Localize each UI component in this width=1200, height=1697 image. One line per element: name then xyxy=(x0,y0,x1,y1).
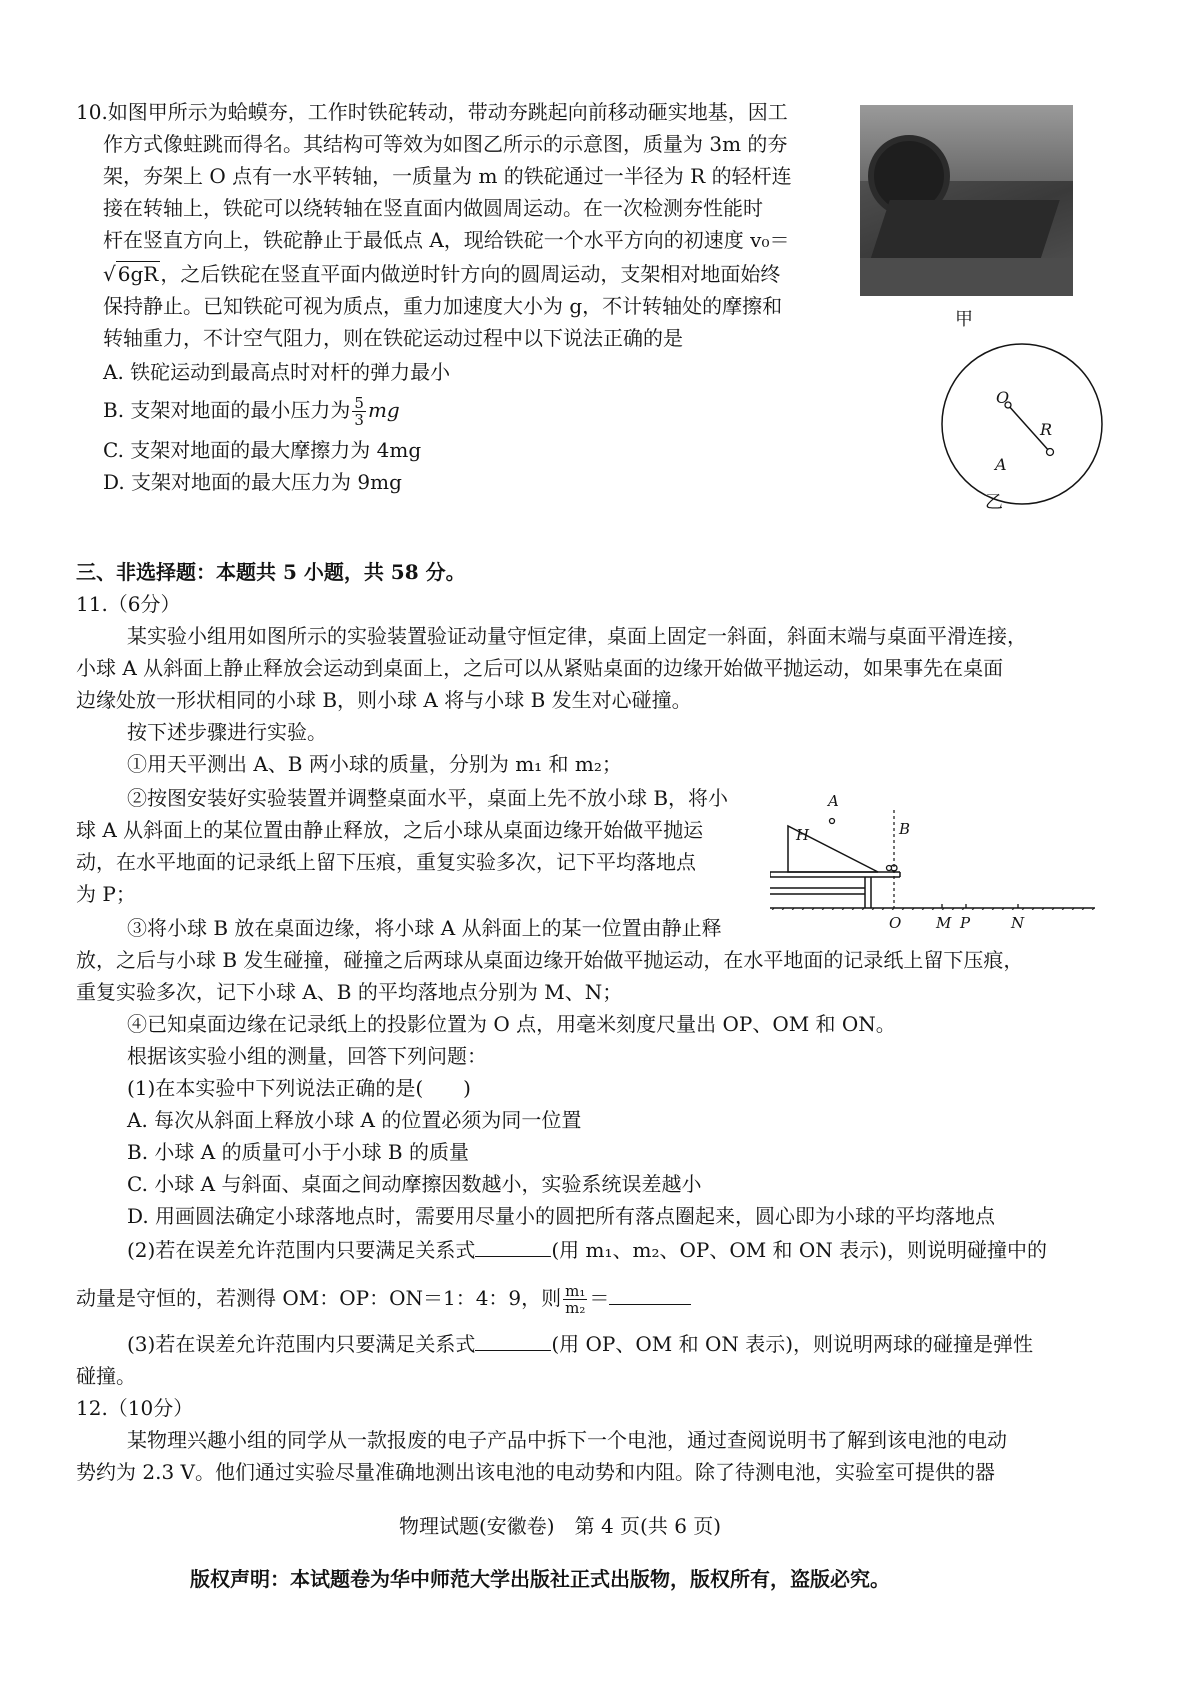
q10-line5: 杆在竖直方向上，铁砣静止于最低点 A，现给铁砣一个水平方向的初速度 v₀＝ xyxy=(103,228,790,252)
q12-p1: 某物理兴趣小组的同学从一款报废的电子产品中拆下一个电池，通过查阅说明书了解到该电池的电动 xyxy=(127,1428,1007,1452)
fig-label-b: B xyxy=(899,820,911,838)
q11-sub3-line1: (3)若在误差允许范围内只要满足关系式 (用 OP、OM 和 ON 表示)，则说明两球的碰撞是弹性 xyxy=(127,1332,1034,1356)
label-a: A xyxy=(995,455,1007,474)
q11-sub1-a: A. 每次从斜面上释放小球 A 的位置必须为同一位置 xyxy=(127,1108,582,1132)
q11-ask: 根据该实验小组的测量，回答下列问题： xyxy=(127,1044,487,1068)
page-footer: 物理试题(安徽卷) 第 4 页(共 6 页) xyxy=(399,1514,722,1538)
fig-label-n: N xyxy=(1011,914,1025,932)
q11-step2d: 为 P； xyxy=(76,882,136,906)
figure-jia-caption: 甲 xyxy=(955,309,973,330)
q11-p2: 小球 A 从斜面上静止释放会运动到桌面上，之后可以从紧贴桌面的边缘开始做平抛运动，如果事先在桌面 xyxy=(76,656,1004,680)
q10-line7: 保持静止。已知铁砣可视为质点，重力加速度大小为 g，不计转轴处的摩擦和 xyxy=(103,294,783,318)
label-o: O xyxy=(996,388,1010,407)
q11-step2a: ②按图安装好实验装置并调整桌面水平，桌面上先不放小球 B，将小 xyxy=(127,786,729,810)
q11-step1: ①用天平测出 A、B 两小球的质量，分别为 m₁ 和 m₂； xyxy=(127,752,622,776)
frog-rammer-photo xyxy=(860,105,1073,296)
q10-line8: 转轴重力，不计空气阻力，则在铁砣运动过程中以下说法正确的是 xyxy=(103,326,683,350)
q10-line4: 接在转轴上，铁砣可以绕转轴在竖直面内做圆周运动。在一次检测夯性能时 xyxy=(103,196,763,220)
q11-sub1-d: D. 用画圆法确定小球落地点时，需要用尽量小的圆把所有落点圈起来，圆心即为小球的平均落地点 xyxy=(127,1204,996,1228)
circle-diagram xyxy=(935,340,1110,515)
q10-option-a: A. 铁砣运动到最高点时对杆的弹力最小 xyxy=(103,360,451,384)
q10-line1: 10.如图甲所示为蛤蟆夯，工作时铁砣转动，带动夯跳起向前移动砸实地基，因工 xyxy=(76,100,788,124)
section-heading: 三、非选择题：本题共 5 小题，共 58 分。 xyxy=(76,560,466,584)
q10-option-d: D. 支架对地面的最大压力为 9mg xyxy=(103,470,402,494)
answer-blank[interactable] xyxy=(475,1238,551,1257)
figure-yi-caption: 乙 xyxy=(985,492,1003,513)
q11-step4: ④已知桌面边缘在记录纸上的投影位置为 O 点，用毫米刻度尺量出 OP、OM 和 ON。 xyxy=(127,1012,896,1036)
q11-step3a: ③将小球 B 放在桌面边缘，将小球 A 从斜面上的某一位置由静止释 xyxy=(127,916,722,940)
q11-sub1-b: B. 小球 A 的质量可小于小球 B 的质量 xyxy=(127,1140,469,1164)
q11-p3: 边缘处放一形状相同的小球 B，则小球 A 将与小球 B 发生对心碰撞。 xyxy=(76,688,692,712)
q11-step3c: 重复实验多次，记下小球 A、B 的平均落地点分别为 M、N； xyxy=(76,980,623,1004)
copyright-notice: 版权声明：本试题卷为华中师范大学出版社正式出版物，版权所有，盗版必究。 xyxy=(190,1567,890,1591)
fraction: $\frac{5}{3}$ xyxy=(354,394,364,429)
fig-label-o: O xyxy=(889,914,902,932)
fig-label-m: M xyxy=(936,914,952,932)
q10-line3: 架，夯架上 O 点有一水平转轴，一质量为 m 的铁砣通过一半径为 R 的轻杆连 xyxy=(103,164,792,188)
q10-line2: 作方式像蛀跳而得名。其结构可等效为如图乙所示的示意图，质量为 3m 的夯 xyxy=(103,132,788,156)
sqrt-expression: 6gR xyxy=(117,262,159,286)
q12-header: 12.（10分） xyxy=(76,1396,194,1420)
q11-step3b: 放，之后与小球 B 发生碰撞，碰撞之后两球从桌面边缘开始做平抛运动，在水平地面的记录纸上留下压痕， xyxy=(76,948,1024,972)
q11-sub3-line2: 碰撞。 xyxy=(76,1364,136,1388)
q11-sub2-line1: (2)若在误差允许范围内只要满足关系式 (用 m₁、m₂、OP、OM 和 ON 表示)，则说明碰撞中的 xyxy=(127,1238,1047,1262)
fig-label-a: A xyxy=(828,792,839,810)
answer-blank[interactable] xyxy=(609,1286,691,1305)
q11-header: 11.（6分） xyxy=(76,592,181,616)
collision-apparatus-diagram xyxy=(770,790,1100,910)
q11-sub2-line2: 动量是守恒的，若测得 OM：OP：ON＝1：4：9，则 $\frac{\text{m₁}}{\text{m₂}}$ ＝ xyxy=(76,1282,691,1316)
answer-blank[interactable] xyxy=(475,1332,551,1351)
q10-number: 10. xyxy=(76,100,108,124)
mass-ratio-fraction: $\frac{\text{m₁}}{\text{m₂}}$ xyxy=(565,1282,586,1317)
q10-option-c: C. 支架对地面的最大摩擦力为 4mg xyxy=(103,438,422,462)
q12-p2: 势约为 2.3 V。他们通过实验尽量准确地测出该电池的电动势和内阻。除了待测电池，实验室可提供的器 xyxy=(76,1460,995,1484)
q10-line6: √ 6gR ，之后铁砣在竖直平面内做逆时针方向的圆周运动，支架相对地面始终 xyxy=(103,262,781,286)
q11-step2c: 动，在水平地面的记录纸上留下压痕，重复实验多次，记下平均落地点 xyxy=(76,850,696,874)
q11-step2b: 球 A 从斜面上的某位置由静止释放，之后小球从桌面边缘开始做平抛运 xyxy=(76,818,704,842)
q11-sub1: (1)在本实验中下列说法正确的是( ) xyxy=(127,1076,471,1100)
label-r: R xyxy=(1040,420,1053,439)
q10-option-b: B. 支架对地面的最小压力为 $\frac{5}{3}$ mg xyxy=(103,394,400,429)
fig-label-p: P xyxy=(960,914,971,932)
q11-sub1-c: C. 小球 A 与斜面、桌面之间动摩擦因数越小，实验系统误差越小 xyxy=(127,1172,702,1196)
q11-p1: 某实验小组用如图所示的实验装置验证动量守恒定律，桌面上固定一斜面，斜面末端与桌面平滑连接， xyxy=(127,624,1027,648)
fig-label-h: H xyxy=(796,826,810,844)
q11-p4: 按下述步骤进行实验。 xyxy=(127,720,327,744)
